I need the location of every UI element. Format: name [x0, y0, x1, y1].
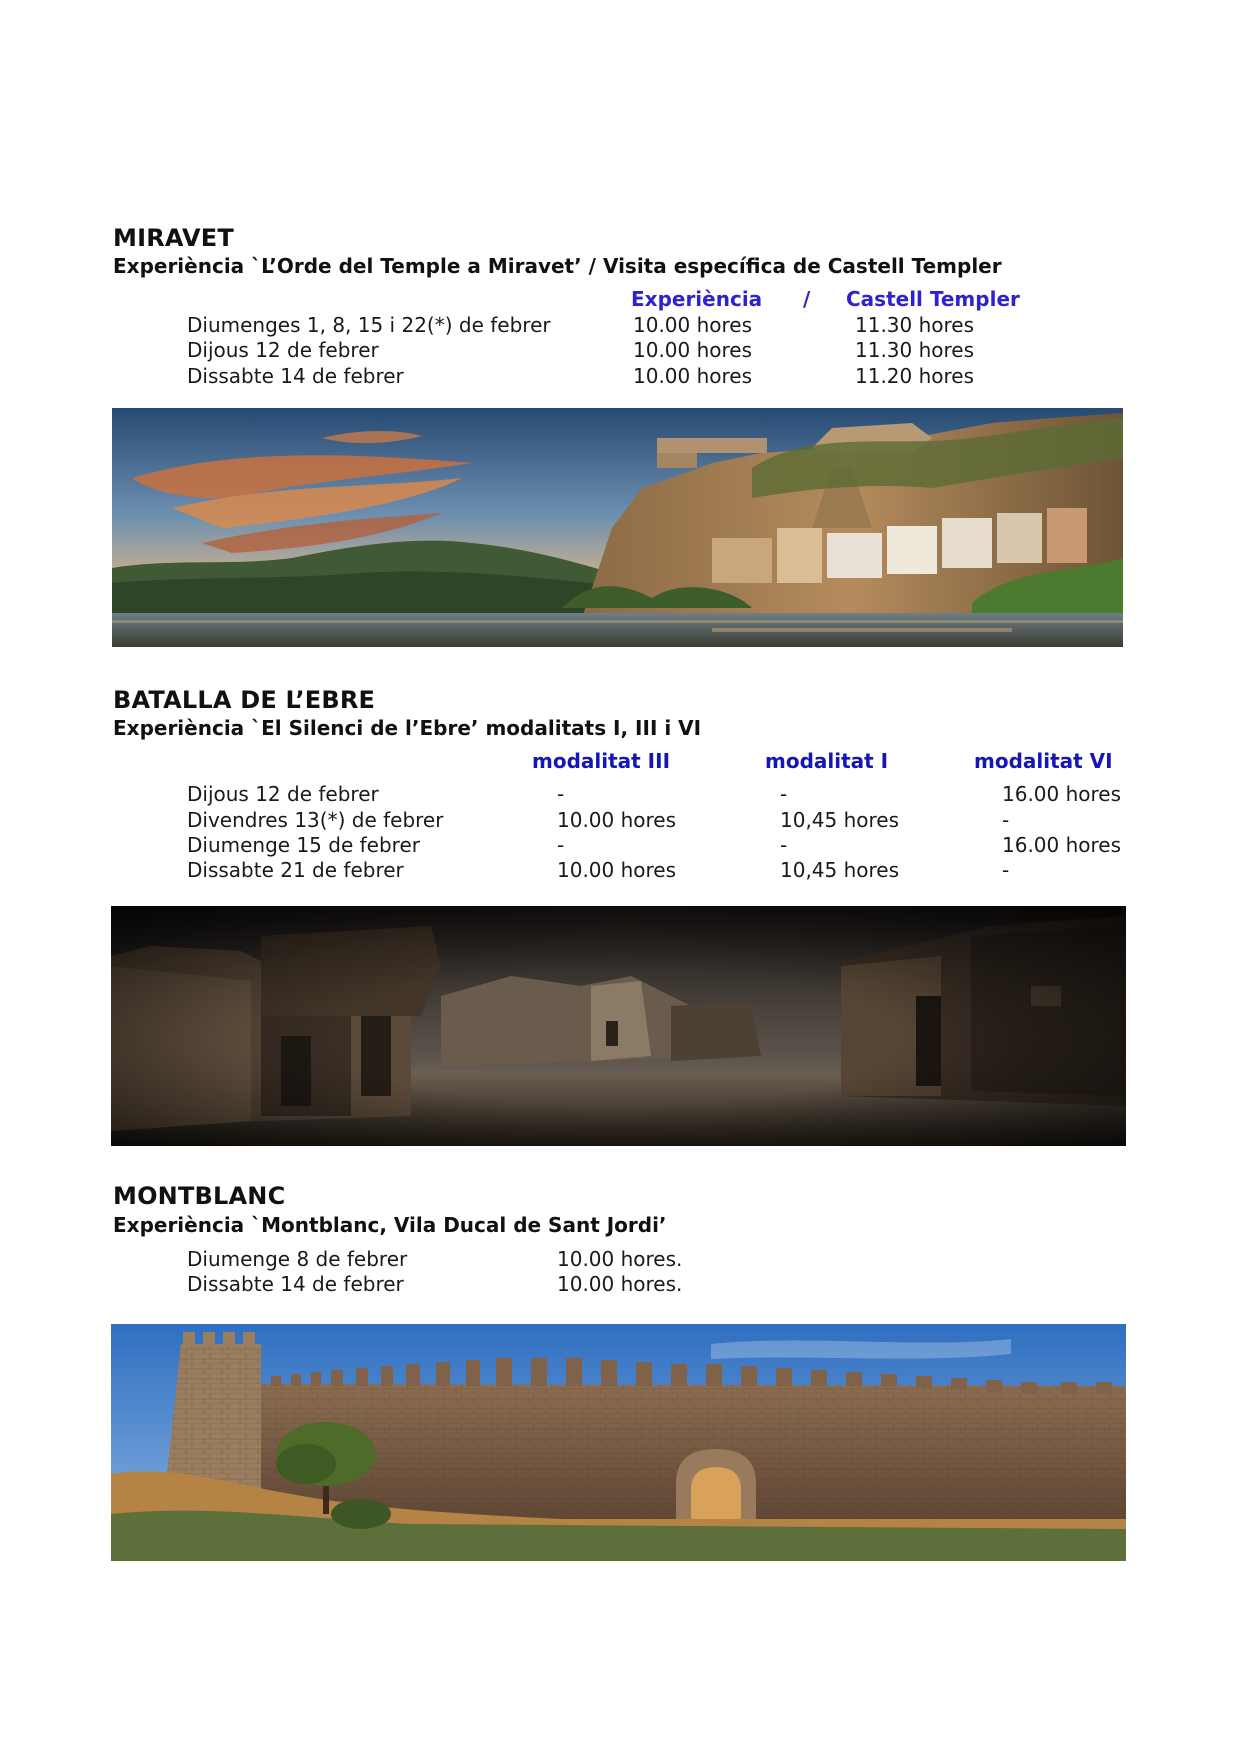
schedule-time: 10,45 hores: [780, 858, 900, 882]
schedule-time: -: [557, 833, 565, 857]
section-title-miravet: MIRAVET: [113, 224, 234, 252]
col-header-modalitat-vi: modalitat VI: [974, 749, 1113, 773]
section-title-ebre: BATALLA DE L’EBRE: [113, 686, 376, 714]
section-subtitle-montblanc: Experiència `Montblanc, Vila Ducal de Sant Jordi’: [113, 1213, 667, 1237]
ebre-ruined-village-photo: [111, 906, 1126, 1146]
section-subtitle-ebre: Experiència `El Silenci de l’Ebre’ modalitats I, III i VI: [113, 716, 702, 740]
miravet-river-castle-photo: [112, 408, 1123, 647]
schedule-time: 10.00 hores: [633, 364, 753, 388]
schedule-time: -: [780, 782, 788, 806]
schedule-date: Divendres 13(*) de febrer: [187, 808, 444, 832]
schedule-time: -: [557, 782, 565, 806]
section-subtitle-miravet: Experiència `L’Orde del Temple a Miravet’ / Visita específica de Castell Templer: [113, 254, 1002, 278]
schedule-time: 16.00 hores: [1002, 833, 1122, 857]
schedule-time: 10.00 hores: [633, 313, 753, 337]
schedule-time: 10,45 hores: [780, 808, 900, 832]
schedule-time: 10.00 hores: [633, 338, 753, 362]
schedule-date: Dijous 12 de febrer: [187, 782, 379, 806]
section-title-montblanc: MONTBLANC: [113, 1182, 286, 1210]
col-header-modalitat-i: modalitat I: [765, 749, 889, 773]
schedule-time: -: [780, 833, 788, 857]
schedule-time: 11.30 hores: [855, 338, 975, 362]
schedule-time: 10.00 hores.: [557, 1247, 683, 1271]
schedule-time: 10.00 hores.: [557, 1272, 683, 1296]
schedule-date: Diumenge 8 de febrer: [187, 1247, 408, 1271]
schedule-time: 11.20 hores: [855, 364, 975, 388]
schedule-time: -: [1002, 858, 1010, 882]
schedule-time: -: [1002, 808, 1010, 832]
schedule-date: Diumenge 15 de febrer: [187, 833, 420, 857]
schedule-date: Dissabte 21 de febrer: [187, 858, 404, 882]
col-header-experiencia: Experiència: [631, 287, 763, 311]
montblanc-city-wall-photo: [111, 1324, 1126, 1561]
schedule-time: 10.00 hores: [557, 858, 677, 882]
col-header-modalitat-iii: modalitat III: [532, 749, 671, 773]
schedule-date: Dijous 12 de febrer: [187, 338, 379, 362]
schedule-date: Diumenges 1, 8, 15 i 22(*) de febrer: [187, 313, 551, 337]
schedule-time: 10.00 hores: [557, 808, 677, 832]
schedule-time: 16.00 hores: [1002, 782, 1122, 806]
col-header-castell-templer: Castell Templer: [846, 287, 1020, 311]
schedule-date: Dissabte 14 de febrer: [187, 1272, 404, 1296]
col-header-separator: /: [803, 287, 811, 311]
schedule-date: Dissabte 14 de febrer: [187, 364, 404, 388]
schedule-time: 11.30 hores: [855, 313, 975, 337]
